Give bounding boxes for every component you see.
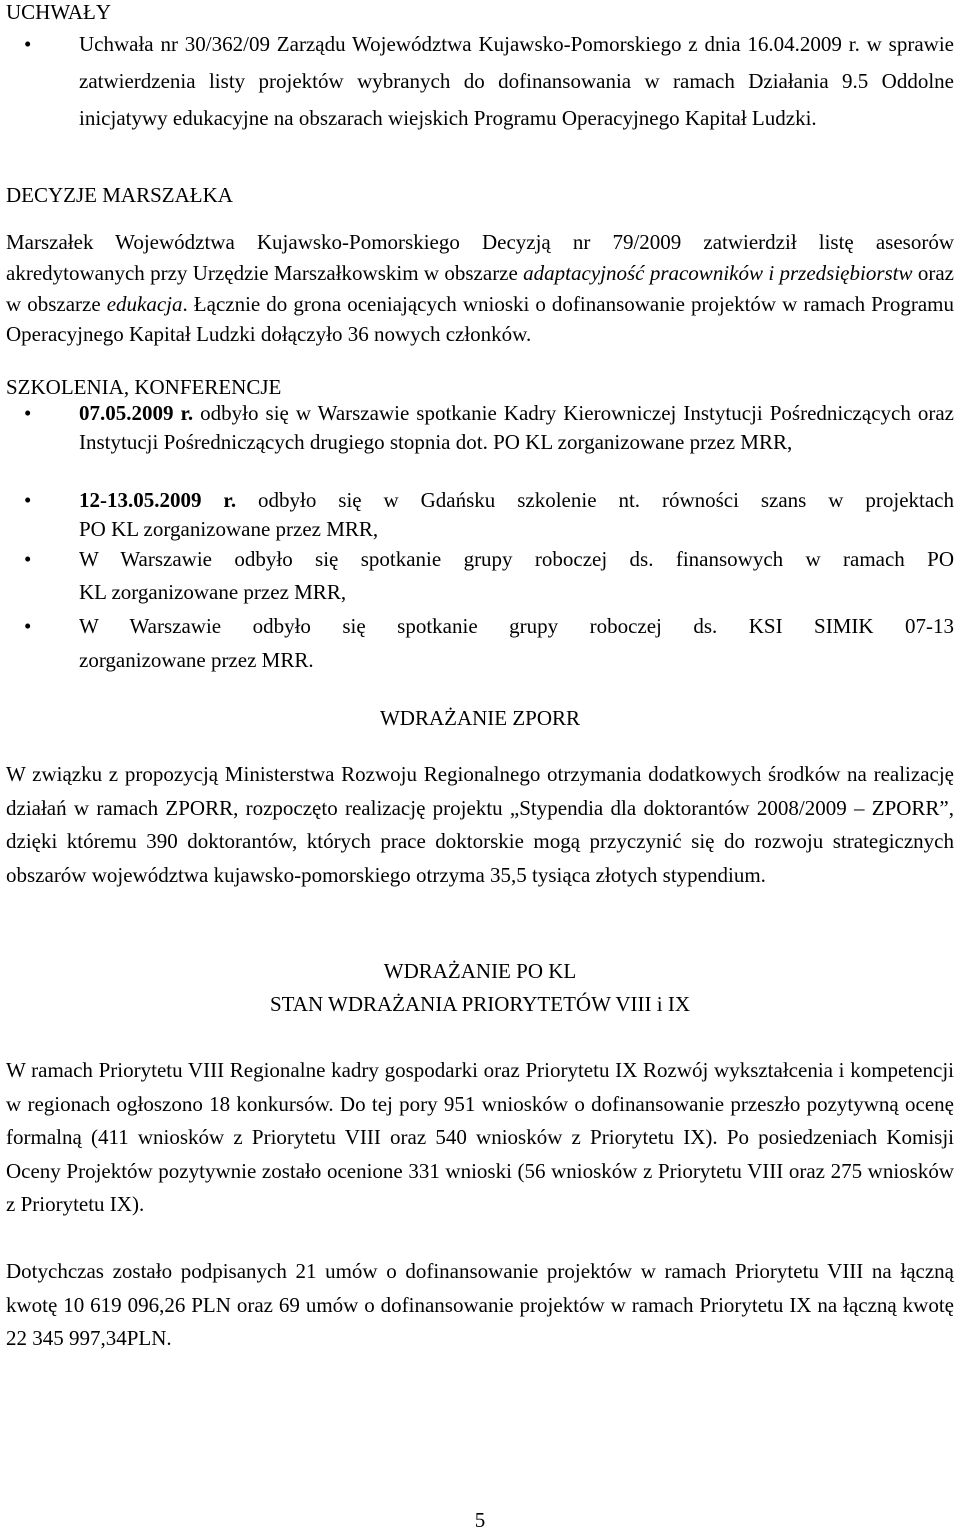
decyzje-text-a: Marszałek Województwa Kujawsko-Pomorskiego Decyzją nr 79/2009 zatwierdził listę asesorów akredytowanych przy Urzędzie Marszałkowskim w obszarze xyxy=(6,230,954,285)
section-heading-pokl: WDRAŻANIE PO KL xyxy=(383,959,577,983)
szkolenie-3-continuation: KL zorganizowane przez MRR, xyxy=(79,580,347,604)
decyzje-text-c: . Łącznie do grona oceniających wnioski o dofinansowanie projektów w ramach Programu Operacyjnego Kapitał Ludzki dołączyło 36 nowych członków. xyxy=(6,291,955,347)
section-heading-decyzje: DECYZJE MARSZAŁKA xyxy=(6,183,233,207)
szkolenie-2-date: 12-13.05.2009 r. xyxy=(79,488,237,512)
list-item-uchwala xyxy=(24,26,954,137)
szkolenie-4-continuation: zorganizowane przez MRR. xyxy=(79,648,314,672)
pokl-paragraph-1: W ramach Priorytetu VIII Regionalne kadry gospodarki oraz Priorytetu IX Rozwój wykształcenia i kompetencji w regionach ogłoszono 18 konkursów. Do tej pory 951 wniosków o dofinansowanie przeszło pozytywną ocenę formalną (411 wniosków z Priorytetu VIII oraz 540 wniosków z Priorytetu IX). Po posiedzeniach Komisji Oceny Projektów pozytywnie zostało ocenione 331 wnioski (56 wniosków z Priorytetu VIII oraz 275 wniosków z Priorytetu IX). xyxy=(6,1058,954,1216)
section-heading-zporr: WDRAŻANIE ZPORR xyxy=(379,706,581,730)
szkolenie-2-text-a: odbyło się w Gdańsku szkolenie nt. równości szans w projektach xyxy=(236,488,955,512)
szkolenie-2-continuation: PO KL zorganizowane przez MRR, xyxy=(79,517,379,541)
bullet-icon: • xyxy=(24,614,32,638)
list-item-szkolenie-4 xyxy=(24,612,954,641)
bullet-icon: • xyxy=(24,547,32,571)
szkolenie-1-date: 07.05.2009 r. xyxy=(79,401,194,425)
decyzje-italic-b: edukacja xyxy=(106,291,183,316)
bullet-icon: • xyxy=(24,488,32,512)
list-item-szkolenie-2 xyxy=(24,486,955,515)
decyzje-text-b: oraz w obszarze xyxy=(6,260,954,316)
decyzje-italic-a: adaptacyjność pracowników i przedsiębiorstw xyxy=(523,260,913,285)
pokl-paragraph-2: Dotychczas zostało podpisanych 21 umów o dofinansowanie projektów w ramach Priorytetu VIII na łączną kwotę 10 619 096,26 PLN oraz 69 umów o dofinansowanie projektów w ramach Priorytetu IX na łączną kwotę 22 345 997,34PLN. xyxy=(6,1259,954,1350)
list-item-szkolenie-1 xyxy=(24,399,954,457)
section-heading-uchwaly: UCHWAŁY xyxy=(6,0,111,24)
section-subheading-priorytety: STAN WDRAŻANIA PRIORYTETÓW VIII i IX xyxy=(269,992,691,1016)
szkolenie-1-text: odbyło się w Warszawie spotkanie Kadry Kierowniczej Instytucji Pośredniczących oraz Instytucji Pośredniczących drugiego stopnia dot. PO KL zorganizowane przez MRR, xyxy=(79,401,954,455)
decyzje-paragraph xyxy=(6,227,954,350)
list-item-szkolenie-3 xyxy=(24,545,954,574)
zporr-paragraph: W związku z propozycją Ministerstwa Rozwoju Regionalnego otrzymania dodatkowych środków na realizację działań w ramach ZPORR, rozpoczęto realizację projektu „Stypendia dla doktorantów 2008/2009 – ZPORR”, dzięki któremu 390 doktorantów, których prace doktorskie mogą przyczynić się do rozwoju strategicznych obszarów województwa kujawsko-pomorskiego otrzyma 35,5 tysiąca złotych stypendium. xyxy=(6,762,954,887)
szkolenie-3-text-a: W Warszawie odbyło się spotkanie grupy roboczej ds. finansowych w ramach PO xyxy=(79,547,954,571)
szkolenie-4-text-a: W Warszawie odbyło się spotkanie grupy roboczej ds. KSI SIMIK 07-13 xyxy=(79,614,954,638)
page-number: 5 xyxy=(474,1508,486,1532)
bullet-icon: • xyxy=(24,32,32,56)
uchwala-text: Uchwała nr 30/362/09 Zarządu Województwa Kujawsko-Pomorskiego z dnia 16.04.2009 r. w sprawie zatwierdzenia listy projektów wybranych do dofinansowania w ramach Działania 9.5 Oddolne inicjatywy edukacyjne na obszarach wiejskich Programu Operacyjnego Kapitał Ludzki. xyxy=(79,32,954,130)
section-heading-szkolenia: SZKOLENIA, KONFERENCJE xyxy=(6,375,282,399)
bullet-icon: • xyxy=(24,401,32,425)
